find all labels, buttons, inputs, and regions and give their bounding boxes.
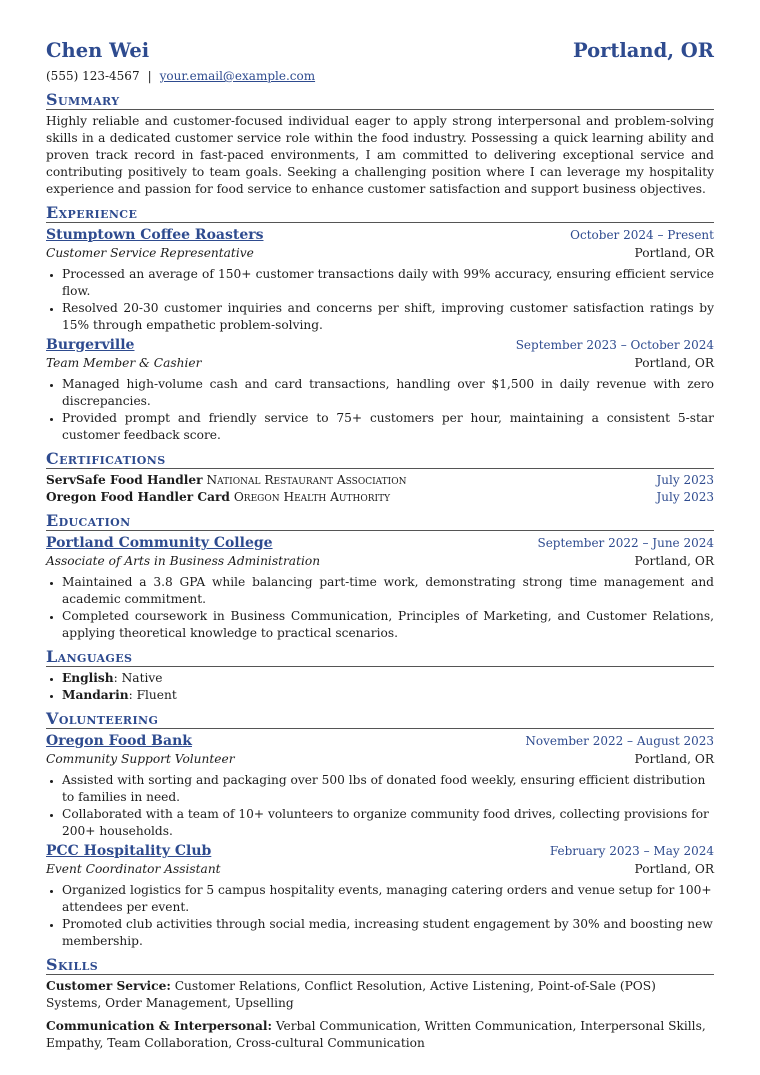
experience-org-link[interactable]: Burgerville <box>46 337 135 353</box>
education-degree: Associate of Arts in Business Administration <box>46 554 321 568</box>
bullet-item: • Organized logistics for 5 campus hospitality events, managing catering orders and venue setup for 100+ attendees per event. <box>62 882 714 916</box>
skill-group-text: Customer Relations, Conflict Resolution, Active Listening, Point-of-Sale (POS) Systems, Order Management, Upselling <box>46 979 656 1010</box>
candidate-location: Portland, OR <box>572 39 714 62</box>
email-link[interactable]: your.email@example.com <box>159 69 316 83</box>
volunteering-entry <box>46 842 714 950</box>
experience-role: Team Member & Cashier <box>46 356 202 370</box>
education-dates: September 2022 – June 2024 <box>537 536 714 550</box>
skill-group <box>46 1018 714 1052</box>
volunteering-dates: November 2022 – August 2023 <box>525 734 714 748</box>
experience-org-link[interactable]: Stumptown Coffee Roasters <box>46 227 264 243</box>
language-item: • Mandarin: Fluent <box>62 687 714 704</box>
experience-bullets <box>46 266 714 334</box>
volunteering-org-link[interactable]: Oregon Food Bank <box>46 733 192 749</box>
certifications-heading: Certifications <box>46 450 714 469</box>
resume-page <box>46 38 714 1058</box>
certification-org: National Restaurant Association <box>206 473 407 487</box>
certification-item <box>46 489 714 506</box>
education-bullets <box>46 574 714 642</box>
experience-dates: September 2023 – October 2024 <box>515 338 714 352</box>
volunteering-location: Portland, OR <box>634 752 714 766</box>
volunteering-bullets <box>46 772 714 840</box>
bullet-item: • Resolved 20-30 customer inquiries and concerns per shift, improving customer satisfaction ratings by 15% through empathetic problem-solving. <box>62 300 714 334</box>
education-location: Portland, OR <box>634 554 714 568</box>
volunteering-role: Event Coordinator Assistant <box>46 862 221 876</box>
language-name: Mandarin <box>62 688 129 702</box>
certification-date: July 2023 <box>656 473 714 487</box>
experience-heading: Experience <box>46 204 714 223</box>
certification-date: July 2023 <box>656 490 714 504</box>
skills-heading: Skills <box>46 956 714 975</box>
candidate-name: Chen Wei <box>46 39 150 62</box>
language-level: Fluent <box>136 688 177 702</box>
language-name: English <box>62 671 114 685</box>
bullet-item: • Managed high-volume cash and card transactions, handling over $1,500 in daily revenue with zero discrepancies. <box>62 376 714 410</box>
bullet-item: • Assisted with sorting and packaging over 500 lbs of donated food weekly, ensuring efficient distribution to families in need. <box>62 772 714 806</box>
language-level: Native <box>121 671 163 685</box>
volunteering-location: Portland, OR <box>634 862 714 876</box>
bullet-item: • Provided prompt and friendly service to 75+ customers per hour, maintaining a consistent 5-star customer feedback score. <box>62 410 714 444</box>
phone-number: (555) 123-4567 <box>46 69 140 83</box>
skill-group <box>46 978 714 1012</box>
language-item: • English: Native <box>62 670 714 687</box>
skill-group-text: Verbal Communication, Written Communication, Interpersonal Skills, Empathy, Team Collaboration, Cross-cultural Communication <box>46 1019 706 1050</box>
experience-dates: October 2024 – Present <box>570 228 714 242</box>
contact-separator: | <box>147 69 152 83</box>
certification-org: Oregon Health Authority <box>233 490 391 504</box>
experience-role: Customer Service Representative <box>46 246 254 260</box>
volunteering-dates: February 2023 – May 2024 <box>549 844 714 858</box>
summary-heading: Summary <box>46 91 714 110</box>
certification-item <box>46 472 714 489</box>
certification-name: ServSafe Food Handler <box>46 473 203 487</box>
experience-location: Portland, OR <box>634 356 714 370</box>
education-heading: Education <box>46 512 714 531</box>
bullet-item: • Processed an average of 150+ customer transactions daily with 99% accuracy, ensuring efficient service flow. <box>62 266 714 300</box>
skill-group-label: Communication & Interpersonal: <box>46 1019 272 1033</box>
experience-entry <box>46 226 714 334</box>
experience-bullets <box>46 376 714 444</box>
languages-list <box>46 670 714 704</box>
volunteering-role: Community Support Volunteer <box>46 752 235 766</box>
bullet-item: • Promoted club activities through social media, increasing student engagement by 30% and boosting new membership. <box>62 916 714 950</box>
volunteering-bullets <box>46 882 714 950</box>
education-school-link[interactable]: Portland Community College <box>46 535 273 551</box>
summary-text: Highly reliable and customer-focused individual eager to apply strong interpersonal and problem-solving skills in a dedicated customer service role within the food industry. Possessing a quick learning ability and proven track record in fast-paced environments, I am committed to delivering exceptional service and contributing positively to team goals. Seeking a challenging position where I can leverage my hospitality experience and passion for food service to enhance customer satisfaction and support business objectives. <box>46 114 714 196</box>
certification-name: Oregon Food Handler Card <box>46 490 230 504</box>
skill-group-label: Customer Service: <box>46 979 171 993</box>
experience-entry <box>46 336 714 444</box>
header <box>46 38 714 64</box>
contact-line <box>46 68 714 85</box>
languages-heading: Languages <box>46 648 714 667</box>
volunteering-entry <box>46 732 714 840</box>
volunteering-org-link[interactable]: PCC Hospitality Club <box>46 843 212 859</box>
bullet-item: • Completed coursework in Business Communication, Principles of Marketing, and Customer Relations, applying theoretical knowledge to practical scenarios. <box>62 608 714 642</box>
volunteering-heading: Volunteering <box>46 710 714 729</box>
bullet-item: • Collaborated with a team of 10+ volunteers to organize community food drives, collecting provisions for 200+ households. <box>62 806 714 840</box>
experience-location: Portland, OR <box>634 246 714 260</box>
education-entry <box>46 534 714 642</box>
bullet-item: • Maintained a 3.8 GPA while balancing part-time work, demonstrating strong time management and academic commitment. <box>62 574 714 608</box>
